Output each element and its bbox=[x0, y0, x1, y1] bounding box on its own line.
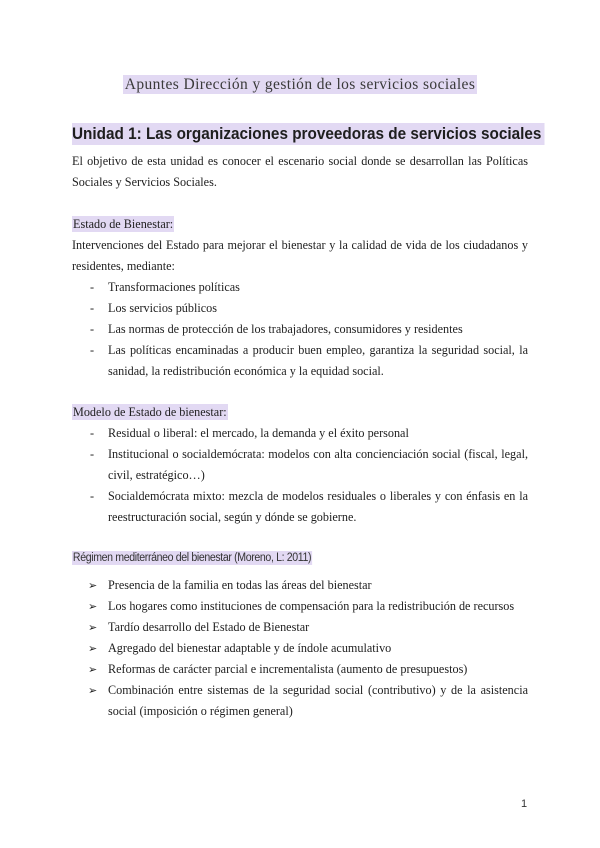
bullet-dash: - bbox=[90, 426, 95, 440]
welfare-model-label-text: Modelo de Estado de bienestar: bbox=[73, 405, 227, 419]
list-item-text: Reformas de carácter parcial e incrementalista (aumento de presupuestos) bbox=[108, 662, 468, 676]
list-item-text: Tardío desarrollo del Estado de Bienestar bbox=[108, 620, 310, 634]
bullet-dash: - bbox=[90, 447, 95, 461]
unit-heading-text: Unidad 1: Las organizaciones proveedoras de servicios sociales bbox=[72, 123, 544, 145]
list-item bbox=[0, 319, 528, 340]
welfare-state-label-text: Estado de Bienestar: bbox=[73, 217, 174, 231]
arrow-bullet-icon: ➢ bbox=[88, 684, 98, 697]
list-item-text: Residual o liberal: el mercado, la demanda y el éxito personal bbox=[108, 426, 409, 440]
list-item-text: Los hogares como instituciones de compensación para la redistribución de recursos bbox=[108, 599, 515, 613]
bullet-dash: - bbox=[90, 280, 95, 294]
list-item bbox=[0, 638, 528, 659]
mediterranean-label bbox=[72, 550, 312, 566]
list-item-text: Agregado del bienestar adaptable y de índole acumulativo bbox=[108, 641, 392, 655]
arrow-bullet-icon: ➢ bbox=[88, 621, 98, 634]
arrow-bullet-icon: ➢ bbox=[88, 600, 98, 613]
list-item bbox=[0, 596, 528, 617]
unit-objective: El objetivo de esta unidad es conocer el escenario social donde se desarrollan las Políticas Sociales y Servicios Sociales. bbox=[72, 154, 528, 189]
list-item bbox=[0, 423, 528, 444]
page-number: 1 bbox=[521, 798, 528, 810]
list-item-text: Las normas de protección de los trabajadores, consumidores y residentes bbox=[108, 322, 463, 336]
list-item bbox=[0, 298, 528, 319]
list-item bbox=[0, 486, 528, 528]
unit-heading bbox=[72, 124, 544, 144]
welfare-state-list bbox=[0, 277, 600, 382]
bullet-dash: - bbox=[90, 489, 95, 503]
bullet-dash: - bbox=[90, 322, 95, 336]
welfare-model-label bbox=[72, 404, 228, 420]
list-item-text: Combinación entre sistemas de la seguridad social (contributivo) y de la asistencia social (imposición o régimen general) bbox=[108, 683, 528, 718]
list-item bbox=[0, 617, 528, 638]
mediterranean-label-text: Régimen mediterráneo del bienestar (Moreno, L: 2011) bbox=[72, 552, 312, 564]
list-item-text: Socialdemócrata mixto: mezcla de modelos residuales o liberales y con énfasis en la reestructuración social, según y dónde se gobierne. bbox=[108, 489, 528, 524]
welfare-model-list bbox=[0, 423, 600, 528]
list-item-text: Transformaciones políticas bbox=[108, 280, 240, 294]
list-item-text: Institucional o socialdemócrata: modelos con alta concienciación social (fiscal, legal, civil, estratégico…) bbox=[108, 447, 528, 482]
list-item-text: Presencia de la familia en todas las áreas del bienestar bbox=[108, 578, 372, 592]
list-item bbox=[0, 680, 528, 722]
welfare-state-intro: Intervenciones del Estado para mejorar el bienestar y la calidad de vida de los ciudadanos y residentes, mediante: bbox=[72, 238, 528, 273]
list-item bbox=[0, 340, 528, 382]
bullet-dash: - bbox=[90, 343, 95, 357]
list-item bbox=[0, 575, 528, 596]
mediterranean-list bbox=[0, 575, 600, 722]
document-title bbox=[0, 76, 600, 94]
arrow-bullet-icon: ➢ bbox=[88, 663, 98, 676]
list-item-text: Las políticas encaminadas a producir buen empleo, garantiza la seguridad social, la sanidad, la redistribución económica y la equidad social. bbox=[108, 343, 528, 378]
list-item bbox=[0, 659, 528, 680]
bullet-dash: - bbox=[90, 301, 95, 315]
arrow-bullet-icon: ➢ bbox=[88, 579, 98, 592]
document-title-text: Apuntes Dirección y gestión de los servicios sociales bbox=[124, 76, 476, 93]
arrow-bullet-icon: ➢ bbox=[88, 642, 98, 655]
list-item bbox=[0, 444, 528, 486]
list-item-text: Los servicios públicos bbox=[108, 301, 217, 315]
list-item bbox=[0, 277, 528, 298]
welfare-state-label bbox=[72, 216, 174, 232]
